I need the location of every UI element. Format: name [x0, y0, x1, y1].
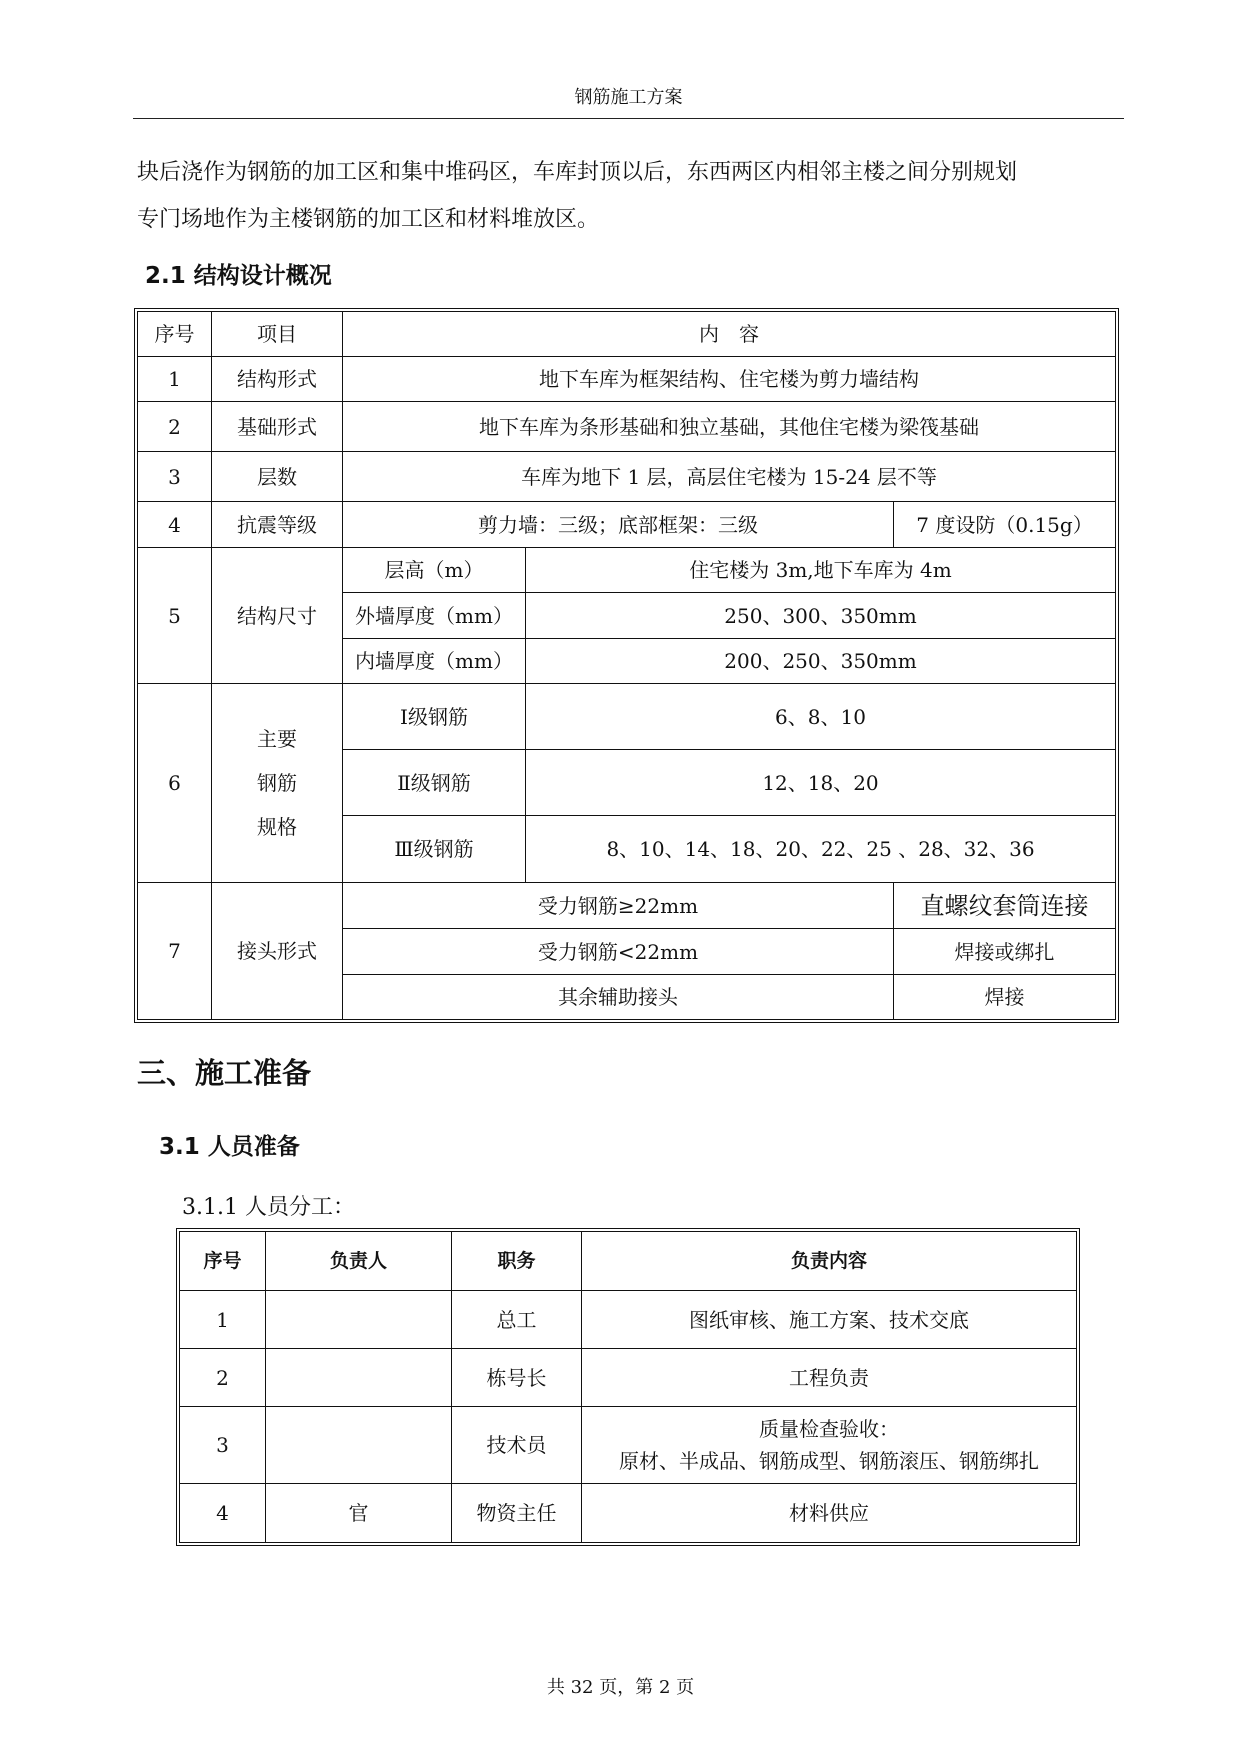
- dims-seq: 5: [138, 548, 212, 684]
- table-row: [138, 502, 1116, 548]
- table-row: [138, 402, 1116, 452]
- joint-method: 焊接或绑扎: [894, 929, 1116, 975]
- header-title: 钢筋施工方案: [574, 87, 683, 108]
- staff-person: [266, 1291, 452, 1349]
- rebar-item-line: 规格: [257, 815, 297, 839]
- staff-seq: 1: [180, 1291, 266, 1349]
- rebar-item-line: 钢筋: [257, 771, 297, 795]
- row-item: 基础形式: [212, 402, 343, 452]
- header-seq: 序号: [138, 312, 212, 357]
- staff-duty: [582, 1407, 1077, 1484]
- table-row: [138, 883, 1116, 929]
- rebar-label: Ⅲ级钢筋: [343, 816, 526, 883]
- header-duty: 负责内容: [582, 1232, 1077, 1291]
- table-header-row: [138, 312, 1116, 357]
- row-item: 层数: [212, 452, 343, 502]
- page-footer: 共 32 页，第 2 页: [546, 1677, 695, 1698]
- joints-item: 接头形式: [212, 883, 343, 1020]
- rebar-item: [212, 684, 343, 883]
- row-seq: 2: [138, 402, 212, 452]
- row-seq: 4: [138, 502, 212, 548]
- table-row: [138, 452, 1116, 502]
- staff-duty: 图纸审核、施工方案、技术交底: [582, 1291, 1077, 1349]
- row-content: 地下车库为条形基础和独立基础，其他住宅楼为梁筏基础: [343, 402, 1116, 452]
- dims-label: 外墙厚度（mm）: [343, 593, 526, 639]
- rebar-value: 12、18、20: [526, 750, 1116, 816]
- dims-label: 层高（m）: [343, 548, 526, 593]
- row-seq: 3: [138, 452, 212, 502]
- row-item: 抗震等级: [212, 502, 343, 548]
- dims-value: 250、300、350mm: [526, 593, 1116, 639]
- rebar-label: Ⅱ级钢筋: [343, 750, 526, 816]
- joint-condition: 受力钢筋<22mm: [343, 929, 894, 975]
- staff-role: 物资主任: [452, 1484, 582, 1543]
- staff-role: 技术员: [452, 1407, 582, 1484]
- staff-table: [179, 1231, 1077, 1543]
- row-content: 剪力墙：三级；底部框架：三级: [343, 502, 894, 548]
- intro-line-2: 专门场地作为主楼钢筋的加工区和材料堆放区。: [137, 207, 600, 232]
- staff-duty: 材料供应: [582, 1484, 1077, 1543]
- table-row: [180, 1349, 1077, 1407]
- structure-table: [137, 311, 1116, 1020]
- rebar-item-line: 主要: [257, 727, 297, 751]
- section-3-1-1-title: 3.1.1 人员分工：: [182, 1195, 355, 1220]
- staff-duty-line: 质量检查验收：: [759, 1417, 899, 1441]
- header-person: 负责人: [266, 1232, 452, 1291]
- staff-role: 栋号长: [452, 1349, 582, 1407]
- row-extra: 7 度设防（0.15g）: [894, 502, 1116, 548]
- section-3-1-title: 3.1 人员准备: [159, 1134, 300, 1160]
- staff-duty-line: 原材、半成品、钢筋成型、钢筋滚压、钢筋绑扎: [619, 1449, 1039, 1473]
- table-row: [180, 1484, 1077, 1543]
- rebar-label: Ⅰ级钢筋: [343, 684, 526, 750]
- staff-person: 官: [266, 1484, 452, 1543]
- dims-label: 内墙厚度（mm）: [343, 639, 526, 684]
- table-row: [138, 684, 1116, 750]
- page-header: [133, 86, 1124, 119]
- joint-method: 焊接: [894, 975, 1116, 1020]
- staff-seq: 4: [180, 1484, 266, 1543]
- row-item: 结构形式: [212, 357, 343, 402]
- joint-method: 直螺纹套筒连接: [894, 883, 1116, 929]
- staff-header-row: [180, 1232, 1077, 1291]
- staff-person: [266, 1407, 452, 1484]
- table-row: [180, 1291, 1077, 1349]
- staff-seq: 3: [180, 1407, 266, 1484]
- table-row: [180, 1407, 1077, 1484]
- header-role: 职务: [452, 1232, 582, 1291]
- staff-seq: 2: [180, 1349, 266, 1407]
- staff-person: [266, 1349, 452, 1407]
- dims-value: 200、250、350mm: [526, 639, 1116, 684]
- row-seq: 1: [138, 357, 212, 402]
- dims-item: 结构尺寸: [212, 548, 343, 684]
- rebar-seq: 6: [138, 684, 212, 883]
- staff-duty: 工程负责: [582, 1349, 1077, 1407]
- staff-role: 总工: [452, 1291, 582, 1349]
- table-row: [138, 357, 1116, 402]
- dims-value: 住宅楼为 3m,地下车库为 4m: [526, 548, 1116, 593]
- header-item: 项目: [212, 312, 343, 357]
- row-content: 车库为地下 1 层，高层住宅楼为 15-24 层不等: [343, 452, 1116, 502]
- intro-line-1: 块后浇作为钢筋的加工区和集中堆码区，车库封顶以后，东西两区内相邻主楼之间分别规划: [137, 160, 1018, 185]
- header-seq: 序号: [180, 1232, 266, 1291]
- section-3-title: 三、施工准备: [137, 1056, 312, 1090]
- joint-condition: 其余辅助接头: [343, 975, 894, 1020]
- section-2-1-title: 2.1 结构设计概况: [145, 263, 332, 289]
- joint-condition: 受力钢筋≥22mm: [343, 883, 894, 929]
- header-content: 内 容: [343, 312, 1116, 357]
- row-content: 地下车库为框架结构、住宅楼为剪力墙结构: [343, 357, 1116, 402]
- table-row: [138, 548, 1116, 593]
- rebar-value: 6、8、10: [526, 684, 1116, 750]
- rebar-value: 8、10、14、18、20、22、25 、28、32、36: [526, 816, 1116, 883]
- joints-seq: 7: [138, 883, 212, 1020]
